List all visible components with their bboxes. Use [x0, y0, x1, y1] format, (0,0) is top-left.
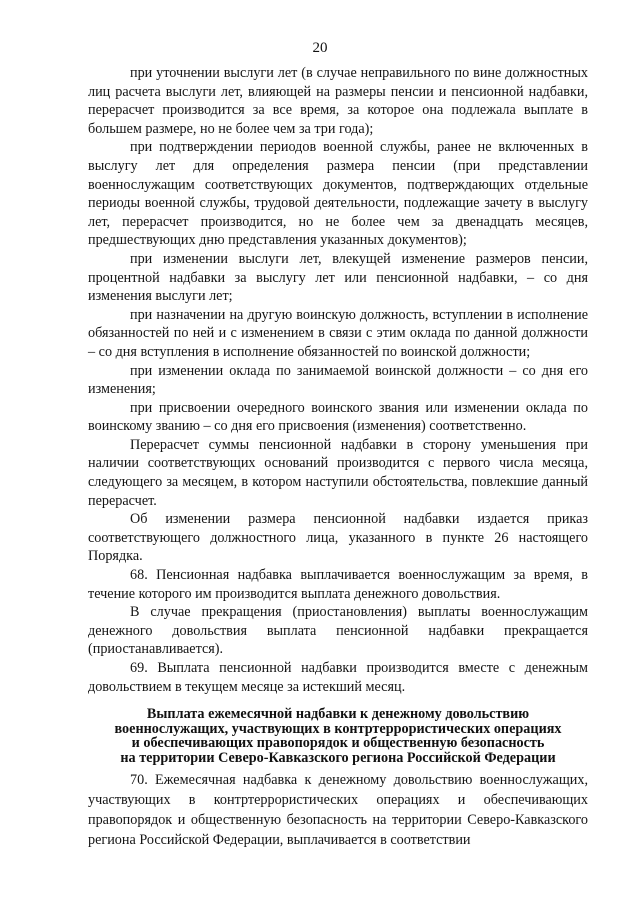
document-body: [88, 64, 588, 696]
heading-line: Выплата ежемесячной надбавки к денежному довольствию: [146, 706, 530, 722]
page-number: 20: [312, 40, 328, 56]
paragraph: при назначении на другую воинскую должность, вступлении в исполнение обязанностей по ней и с изменением в связи с этим оклада по данной должности – со дня вступления в исполнение обязанностей по воинской должности;: [88, 306, 588, 360]
heading-line: на территории Северо-Кавказского региона Российской Федерации: [120, 749, 556, 766]
paragraph: при уточнении выслуги лет (в случае неправильного по вине должностных лиц расчета выслуги лет, влияющей на размеры пенсии и пенсионной надбавки, перерасчет производится за все время, за которое она подлежала выплате в большем размере, но не более чем за три года);: [88, 65, 588, 137]
paragraph: В случае прекращения (приостановления) выплаты военнослужащим денежного довольствия выплата пенсионной надбавки прекращается (приостанавливается).: [88, 604, 588, 658]
heading-line: военнослужащих, участвующих в контртеррористических операциях: [114, 720, 562, 737]
paragraph: при присвоении очередного воинского звания или изменении оклада по воинскому званию – со дня его присвоения (изменения) соответственно.: [88, 399, 588, 435]
heading-line: и обеспечивающих правопорядок и общественную безопасность: [131, 735, 545, 752]
paragraph: при изменении выслуги лет, влекущей изменение размеров пенсии, процентной надбавки за выслугу лет или пенсионной надбавки, – со дня изменения выслуги лет;: [88, 250, 588, 305]
paragraph: 69. Выплата пенсионной надбавки производится вместе с денежным довольствием в текущем месяце за истекший месяц.: [88, 660, 588, 695]
paragraph: при изменении оклада по занимаемой воинской должности – со дня его изменения;: [88, 362, 588, 398]
paragraph: 70. Ежемесячная надбавка к денежному довольствию военнослужащих, участвующих в контртеррористических операциях и обеспечивающих правопорядок и общественную безопасность на территории Северо-Кавказского региона Российской Федерации, выплачивается в соответствии: [88, 772, 588, 848]
paragraph: при подтверждении периодов военной службы, ранее не включенных в выслугу лет для определения размера пенсии (при представлении военнослужащим соответствующих документов, подтверждающих отдельные периоды военной службы, трудовой деятельности, подлежащие зачету в выслугу лет, перерасчет производится, но не более чем за двенадцать месяцев, предшествующих дню представления указанных документов);: [88, 139, 588, 249]
paragraph: 68. Пенсионная надбавка выплачивается военнослужащим за время, в течение которого им производится выплата денежного довольствия.: [88, 567, 588, 602]
document-body-continued: [88, 770, 588, 850]
paragraph: Перерасчет суммы пенсионной надбавки в сторону уменьшения при наличии соответствующих оснований производится с первого числа месяца, следующего за месяцем, в котором наступили обстоятельства, повлекшие данный перерасчет.: [88, 436, 588, 509]
paragraph: Об изменении размера пенсионной надбавки издается приказ соответствующего должностного лица, указанного в пункте 26 настоящего Порядка.: [88, 511, 588, 565]
section-heading: [88, 707, 588, 765]
